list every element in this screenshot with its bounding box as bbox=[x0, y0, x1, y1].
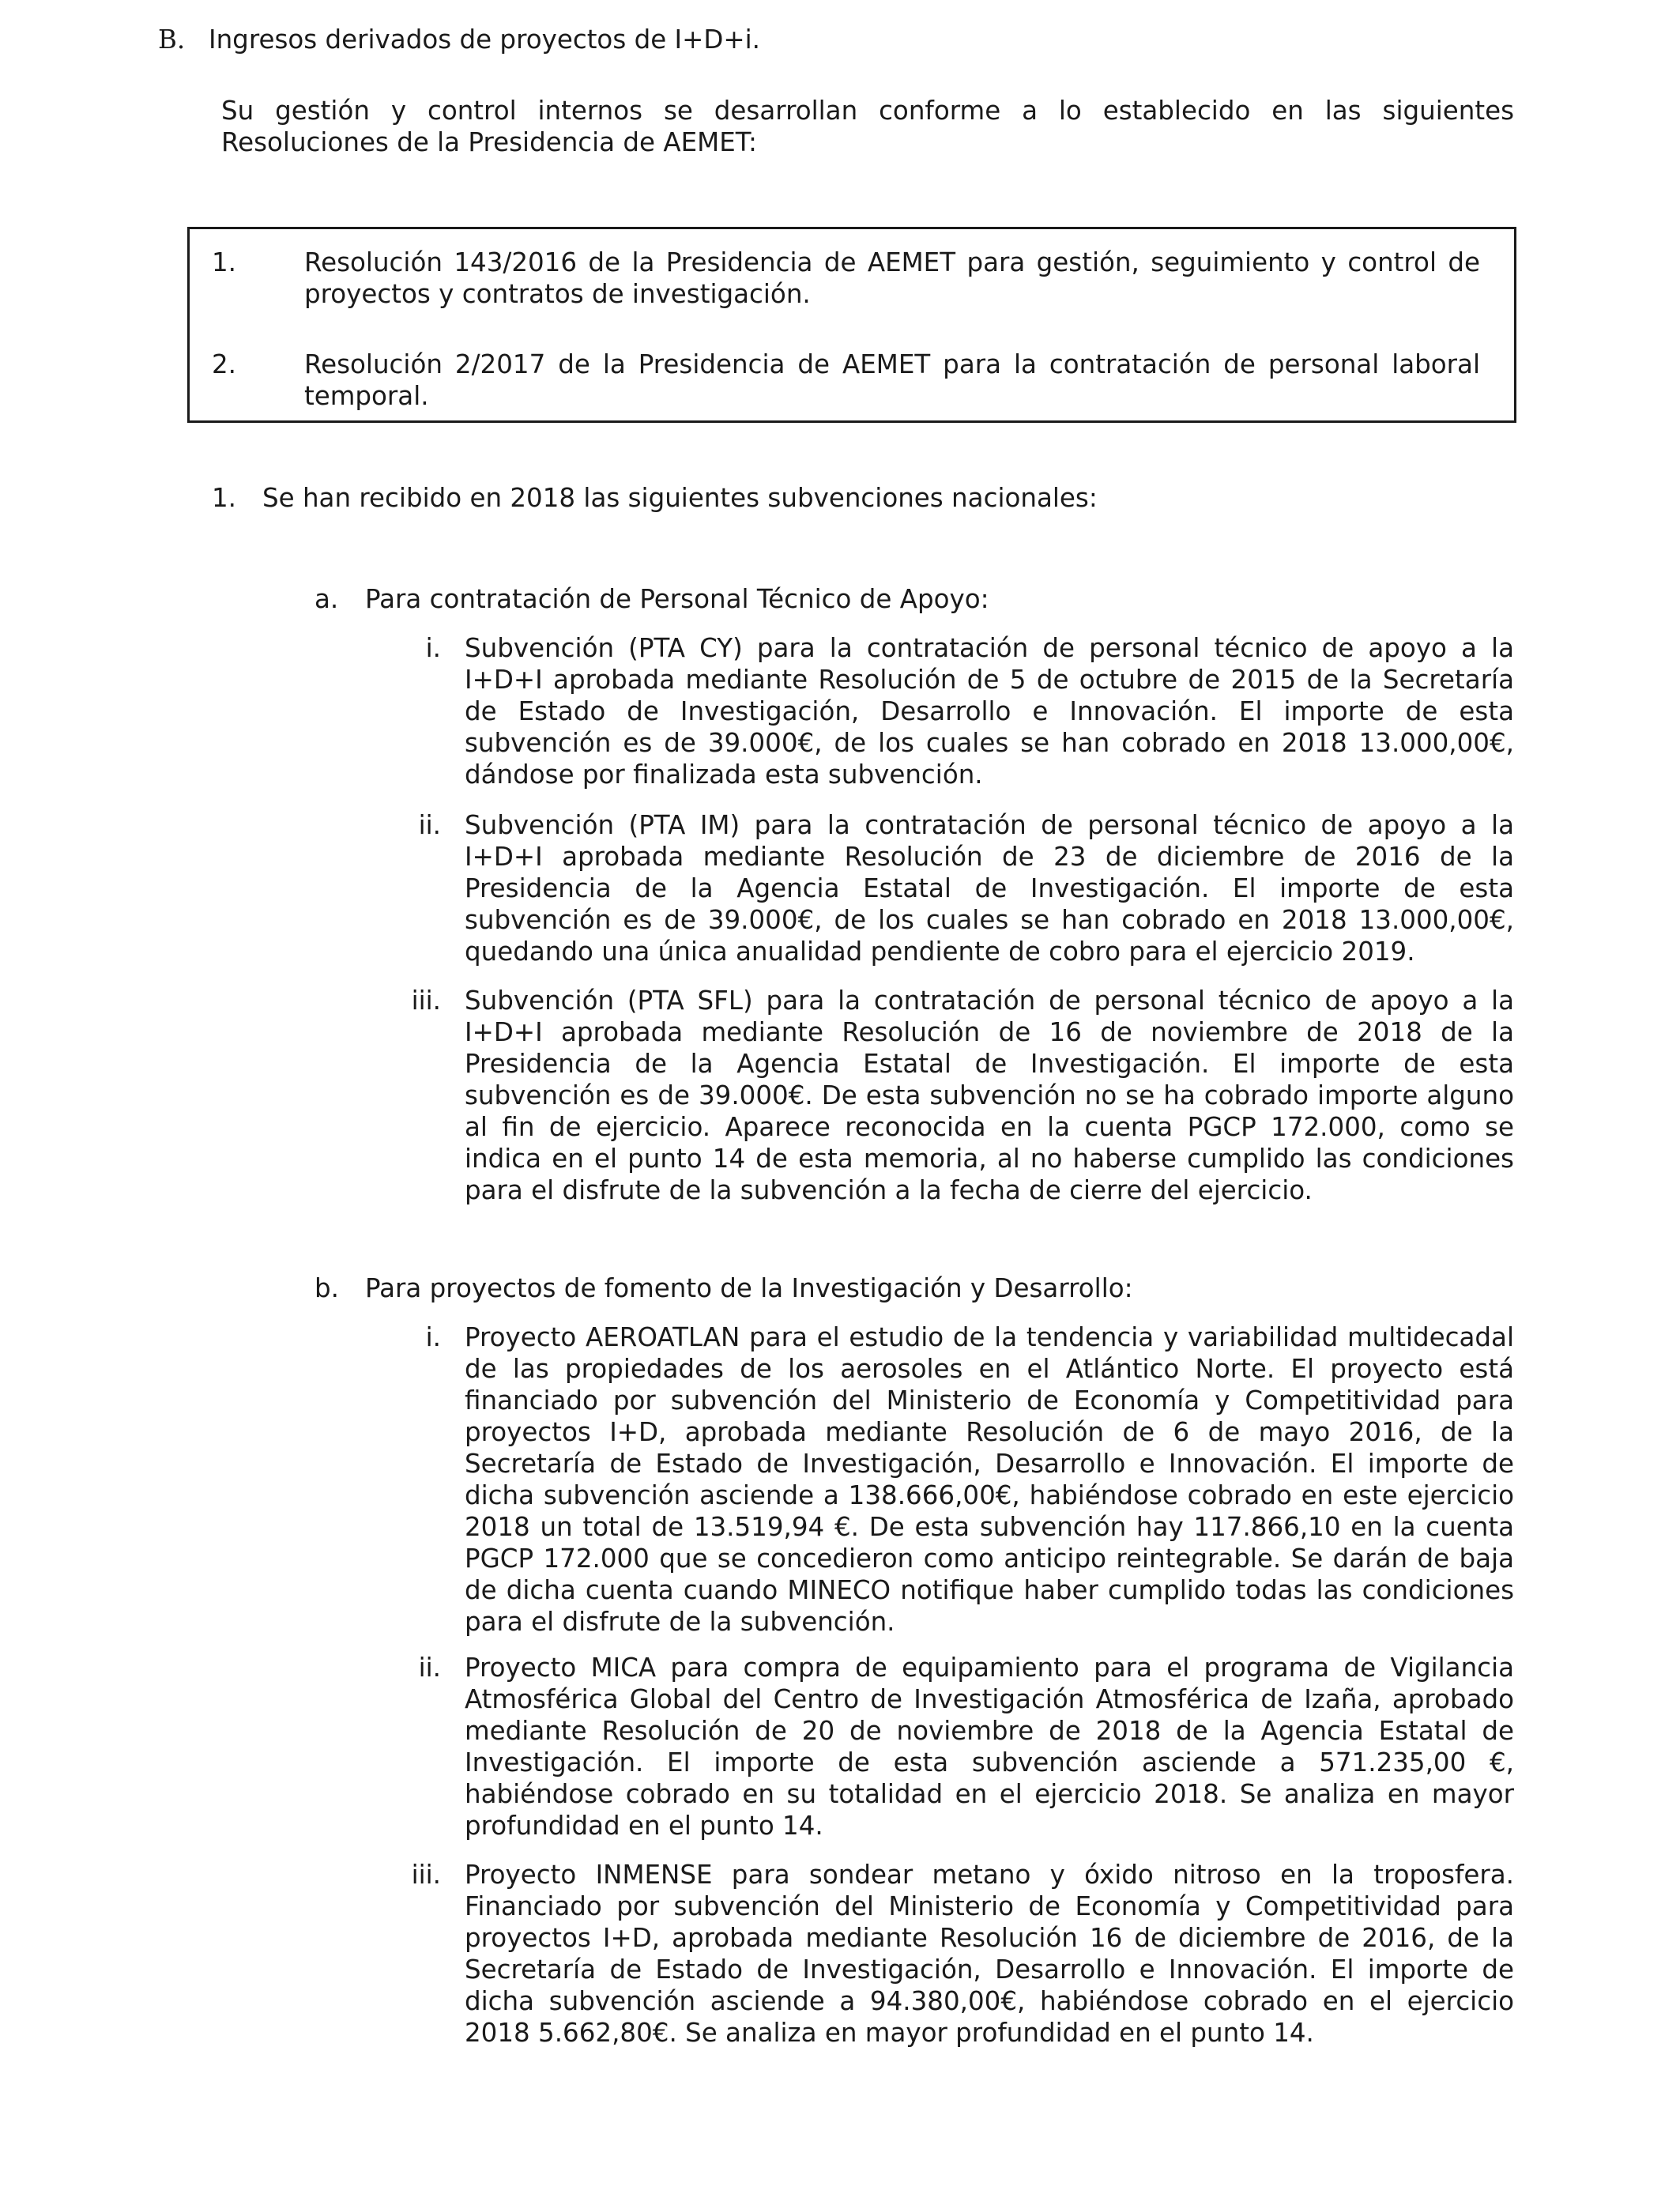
subheading-letter: b. bbox=[315, 1273, 339, 1303]
subsidy-text: Subvención (PTA SFL) para la contratación de personal técnico de apoyo a la I+D+I aprobada mediante Resolución de 16 de noviembre de 2018 de la Presidencia de la Agencia Estatal de Investigación. El importe de esta subvención es de 39.000€. De esta subvención no se ha cobrado importe alguno al fin de ejercicio. Aparece reconocida en la cuenta PGCP 172.000, como se indica en el punto 14 de esta memoria, al no haberse cumplido las condiciones para el disfrute de la subvención a la fecha de cierre del ejercicio. bbox=[465, 986, 1514, 1205]
subheading-a bbox=[315, 583, 989, 615]
project-text: Proyecto INMENSE para sondear metano y óxido nitroso en la troposfera. Financiado por subvención del Ministerio de Economía y Competitividad para proyectos I+D, aprobada mediante Resolución 16 de diciembre de 2016, de la Secretaría de Estado de Investigación, Desarrollo e Innovación. El importe de dicha subvención asciende a 94.380,00€, habiéndose cobrado en el ejercicio 2018 5.662,80€. Se analiza en mayor profundidad en el punto 14. bbox=[465, 1860, 1514, 2048]
project-text: Proyecto AEROATLAN para el estudio de la tendencia y variabilidad multidecadal de las propiedades de los aerosoles en el Atlántico Norte. El proyecto está financiado por subvención del Ministerio de Economía y Competitividad para proyectos I+D, aprobada mediante Resolución de 6 de mayo 2016, de la Secretaría de Estado de Investigación, Desarrollo e Innovación. El importe de dicha subvención asciende a 138.666,00€, habiéndose cobrado en este ejercicio 2018 un total de 13.519,94 €. De esta subvención hay 117.866,10 en la cuenta PGCP 172.000 que se concedieron como anticipo reintegrable. Se darán de baja de dicha cuenta cuando MINECO notifique haber cumplido todas las condiciones para el disfrute de la subvención. bbox=[465, 1322, 1514, 1637]
intro-paragraph: Su gestión y control internos se desarrollan conforme a lo establecido en las siguientes Resoluciones de la Presidencia de AEMET: bbox=[221, 96, 1514, 157]
resolution-number: 2. bbox=[212, 349, 237, 379]
roman-numeral: iii. bbox=[411, 1860, 441, 1890]
resolution-text: Resolución 2/2017 de la Presidencia de AEMET para la contratación de personal laboral temporal. bbox=[304, 349, 1480, 411]
resolution-number: 1. bbox=[212, 247, 237, 277]
subheading-title: Para contratación de Personal Técnico de Apoyo: bbox=[365, 584, 989, 614]
subheading-title: Para proyectos de fomento de la Investigación y Desarrollo: bbox=[365, 1273, 1133, 1303]
section-title: Ingresos derivados de proyectos de I+D+i. bbox=[209, 25, 760, 55]
subsidy-text: Subvención (PTA IM) para la contratación de personal técnico de apoyo a la I+D+I aprobada mediante Resolución de 23 de diciembre de 2016 de la Presidencia de la Agencia Estatal de Investigación. El importe de esta subvención es de 39.000€, de los cuales se han cobrado en 2018 13.000,00€, quedando una única anualidad pendiente de cobro para el ejercicio 2019. bbox=[465, 810, 1514, 967]
roman-numeral: ii. bbox=[418, 1653, 441, 1683]
resolution-text: Resolución 143/2016 de la Presidencia de AEMET para gestión, seguimiento y control de proyectos y contratos de investigación. bbox=[304, 247, 1480, 309]
roman-numeral: i. bbox=[425, 633, 441, 663]
roman-numeral: iii. bbox=[411, 986, 441, 1016]
item-text: Se han recibido en 2018 las siguientes subvenciones nacionales: bbox=[262, 483, 1098, 513]
section-heading-b bbox=[158, 24, 760, 55]
section-letter: B. bbox=[158, 25, 186, 55]
subsidy-text: Subvención (PTA CY) para la contratación de personal técnico de apoyo a la I+D+I aprobada mediante Resolución de 5 de octubre de 2015 de la Secretaría de Estado de Investigación, Desarrollo e Innovación. El importe de esta subvención es de 39.000€, de los cuales se han cobrado en 2018 13.000,00€, dándose por finalizada esta subvención. bbox=[465, 633, 1514, 790]
subheading-b bbox=[315, 1272, 1133, 1304]
item-number: 1. bbox=[212, 483, 237, 513]
subheading-letter: a. bbox=[315, 584, 339, 614]
roman-numeral: ii. bbox=[418, 810, 441, 840]
resolutions-box bbox=[187, 227, 1516, 423]
numbered-item-1 bbox=[212, 482, 1098, 514]
roman-numeral: i. bbox=[425, 1322, 441, 1352]
project-text: Proyecto MICA para compra de equipamiento para el programa de Vigilancia Atmosférica Global del Centro de Investigación Atmosférica de Izaña, aprobado mediante Resolución de 20 de noviembre de 2018 de la Agencia Estatal de Investigación. El importe de esta subvención asciende a 571.235,00 €, habiéndose cobrado en su totalidad en el ejercicio 2018. Se analiza en mayor profundidad en el punto 14. bbox=[465, 1653, 1514, 1841]
